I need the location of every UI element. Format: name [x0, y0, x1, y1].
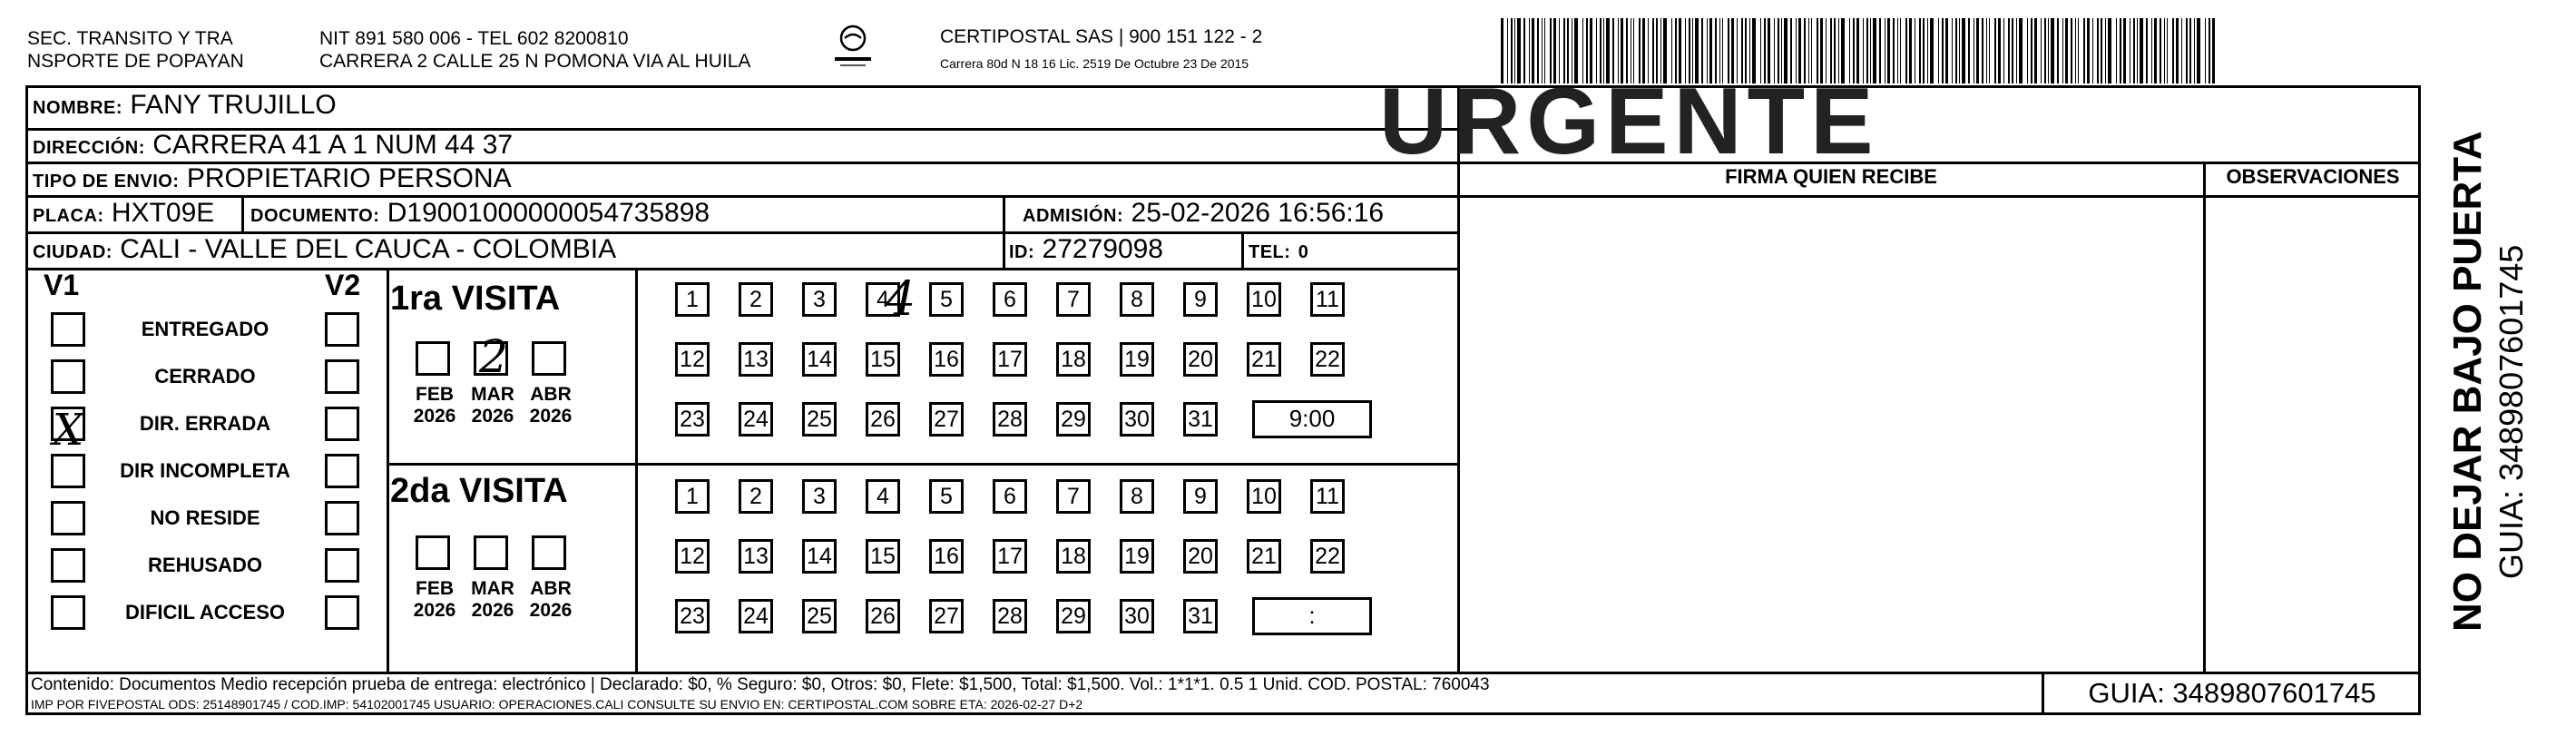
v2-checkbox[interactable]	[325, 312, 359, 347]
tipo-envio-value: PROPIETARIO PERSONA	[186, 163, 512, 193]
barcode-bar	[2186, 18, 2188, 83]
first-visit-month-name: FEB	[416, 384, 454, 405]
second-visit-month-year: 2026	[529, 600, 573, 621]
barcode-bar	[1887, 18, 1890, 83]
observaciones-header: OBSERVACIONES	[2226, 165, 2400, 188]
barcode-bar	[1893, 18, 1895, 83]
barcode-bar	[1897, 18, 1898, 83]
barcode-bar	[2197, 18, 2200, 83]
barcode-bar	[1900, 18, 1901, 83]
v1-checkbox[interactable]	[51, 312, 85, 347]
barcode-bar	[2097, 18, 2099, 83]
firma-header: FIRMA QUIEN RECIBE	[1725, 165, 1937, 188]
urgent-stamp: URGENTE	[1379, 69, 1879, 174]
barcode-bar	[2048, 18, 2049, 83]
first-visit-day-box[interactable]: 9	[1183, 282, 1218, 317]
second-visit-day-box[interactable]: 12	[675, 539, 710, 574]
barcode-bar	[2209, 18, 2210, 83]
second-visit-day-box[interactable]: 9	[1183, 479, 1218, 514]
barcode-bar	[1982, 18, 1983, 83]
second-visit-day-box[interactable]: 14	[802, 539, 837, 574]
barcode-bar	[2008, 18, 2010, 83]
admision-field	[1023, 198, 1384, 231]
carrier-logo-icon	[833, 24, 873, 73]
second-visit-day-box[interactable]: 18	[1056, 539, 1091, 574]
v1-checkbox[interactable]	[51, 501, 85, 535]
barcode-bar	[1959, 18, 1960, 83]
second-visit-day-box[interactable]: 25	[802, 599, 837, 633]
direccion-value: CARRERA 41 A 1 NUM 44 37	[152, 130, 514, 160]
barcode-bar	[2133, 18, 2135, 83]
first-visit-day-box[interactable]: 13	[739, 342, 773, 377]
id-value: 27279098	[1042, 234, 1163, 264]
tel-value: 0	[1298, 242, 1309, 262]
tipo-envio-field	[33, 163, 512, 197]
first-visit-day-box[interactable]: 28	[993, 402, 1027, 437]
first-visit-month-name: MAR	[471, 384, 514, 405]
barcode-bar	[1919, 18, 1921, 83]
first-visit-day-box[interactable]: 7	[1056, 282, 1091, 317]
first-visit-day-box[interactable]: 5	[929, 282, 964, 317]
v2-checkbox[interactable]	[325, 454, 359, 488]
first-visit-month-year: 2026	[471, 406, 514, 427]
second-visit-month-checkbox[interactable]	[474, 535, 508, 570]
barcode-bar	[2164, 18, 2165, 83]
status-label: NO RESIDE	[150, 506, 260, 529]
second-visit-day-box[interactable]: 28	[993, 599, 1027, 633]
status-label: DIFICIL ACCESO	[124, 601, 285, 623]
first-visit-day-box[interactable]: 16	[929, 342, 964, 377]
contenido-line: Contenido: Documentos Medio recepción prueba de entrega: electrónico | Declarado: $0, % Seguro: $0, Otros: $0, Flete: $1,500, Total: $1,500. Vol.: 1*1*1. 0.5 1 Unid. COD. POSTAL: 760043	[31, 675, 1490, 694]
barcode-bar	[2065, 18, 2068, 83]
sender-address-line: CARRERA 2 CALLE 25 N POMONA VIA AL HUILA	[319, 51, 751, 72]
barcode-bar	[2012, 18, 2013, 83]
first-visit-day-box[interactable]: 23	[675, 402, 710, 437]
second-visit-day-box[interactable]: 8	[1120, 479, 1154, 514]
barcode-bar	[2146, 18, 2148, 83]
barcode-bar	[2083, 18, 2085, 83]
guia-box: GUIA: 3489807601745	[2088, 677, 2376, 709]
second-visit-month-checkbox[interactable]	[416, 535, 450, 570]
v2-checkbox[interactable]	[325, 407, 359, 441]
second-visit-day-box[interactable]: 3	[802, 479, 837, 514]
barcode-bar	[2016, 18, 2017, 83]
first-visit-day-box[interactable]: 18	[1056, 342, 1091, 377]
barcode-bar	[1945, 18, 1948, 83]
status-label: REHUSADO	[148, 554, 262, 576]
second-visit-day-box[interactable]: 11	[1310, 479, 1345, 514]
first-visit-day-box[interactable]: 6	[993, 282, 1027, 317]
barcode-bar	[1909, 18, 1912, 83]
first-visit-month-checkbox[interactable]	[532, 341, 566, 376]
imp-line: IMP POR FIVEPOSTAL ODS: 25148901745 / COD.IMP: 54102001745 USUARIO: OPERACIONES.CALI CONSULTE SU ENVIO EN: CERTIPOSTAL.COM SOBRE ETA: 2026-02-27 D+2	[31, 697, 1083, 712]
side-guia: GUIA: 3489807601745	[2493, 244, 2530, 579]
direccion-field	[33, 130, 513, 163]
first-visit-day-box[interactable]: 10	[1247, 282, 1281, 317]
admision-label: ADMISIÓN:	[1023, 206, 1124, 226]
v1-checkbox[interactable]	[51, 454, 85, 488]
tel-label: TEL:	[1249, 242, 1291, 262]
barcode-bar	[1986, 18, 1987, 83]
barcode-bar	[2019, 18, 2023, 83]
tel-field	[1249, 234, 1308, 268]
barcode-bar	[2181, 18, 2182, 83]
second-visit-day-box[interactable]: 1	[675, 479, 710, 514]
barcode-bar	[1955, 18, 1957, 83]
second-visit-day-box[interactable]: 22	[1310, 539, 1345, 574]
barcode-bar	[2027, 18, 2028, 83]
barcode-bar	[1879, 18, 1881, 83]
first-visit-title: 1ra VISITA	[390, 280, 561, 318]
first-visit-day-box[interactable]: 30	[1120, 402, 1154, 437]
barcode-bar	[1976, 18, 1979, 83]
barcode-bar	[2172, 18, 2174, 83]
barcode-bar	[1905, 18, 1907, 83]
barcode-bar	[1927, 18, 1928, 83]
barcode-bar	[2078, 18, 2079, 83]
first-month-handwritten-mark: 2	[479, 330, 508, 383]
barcode-bar	[2087, 18, 2090, 83]
nombre-field	[33, 90, 337, 123]
second-visit-month-name: ABR	[530, 578, 572, 599]
barcode-bar	[1942, 18, 1944, 83]
barcode-bar	[2120, 18, 2121, 83]
v1-handwritten-mark: X	[53, 405, 84, 456]
v1-checkbox[interactable]	[51, 595, 85, 630]
second-visit-day-box[interactable]: 27	[929, 599, 964, 633]
second-visit-day-box[interactable]: 23	[675, 599, 710, 633]
second-visit-day-box[interactable]: 2	[739, 479, 773, 514]
second-visit-day-box[interactable]: 6	[993, 479, 1027, 514]
barcode-bar	[2003, 18, 2004, 83]
second-visit-time-box[interactable]: :	[1252, 597, 1372, 635]
barcode-bar	[2137, 18, 2138, 83]
first-visit-day-box[interactable]: 15	[866, 342, 900, 377]
v2-checkbox[interactable]	[325, 359, 359, 394]
second-visit-day-box[interactable]: 29	[1056, 599, 1091, 633]
second-visit-month-year: 2026	[413, 600, 456, 621]
first-visit-day-box[interactable]: 12	[675, 342, 710, 377]
second-visit-day-box[interactable]: 5	[929, 479, 964, 514]
second-visit-month-checkbox[interactable]	[532, 535, 566, 570]
second-visit-day-box[interactable]: 16	[929, 539, 964, 574]
barcode-bar	[1994, 18, 1996, 83]
no-dejar-warning: NO DEJAR BAJO PUERTA	[2445, 131, 2490, 632]
v2-checkbox[interactable]	[325, 595, 359, 630]
first-visit-day-box[interactable]: 14	[802, 342, 837, 377]
tipo-envio-label: TIPO DE ENVIO:	[33, 172, 180, 191]
first-visit-day-box[interactable]: 31	[1183, 402, 1218, 437]
first-visit-day-box[interactable]: 3	[802, 282, 837, 317]
signature-area[interactable]	[1460, 198, 2202, 670]
barcode-bar	[2031, 18, 2032, 83]
first-visit-day-box[interactable]: 20	[1183, 342, 1218, 377]
v1-label: V1	[44, 269, 80, 301]
barcode-bar	[2151, 18, 2152, 83]
barcode-bar	[2075, 18, 2076, 83]
first-visit-day-box[interactable]: 17	[993, 342, 1027, 377]
first-visit-day-box[interactable]: 27	[929, 402, 964, 437]
second-visit-day-box[interactable]: 7	[1056, 479, 1091, 514]
ciudad-field	[33, 234, 616, 268]
first-visit-month-checkbox[interactable]	[416, 341, 450, 376]
second-visit-month-name: FEB	[416, 578, 454, 599]
status-label: CERRADO	[154, 365, 256, 388]
barcode-bar	[1968, 18, 1970, 83]
barcode-bar	[1998, 18, 2001, 83]
nombre-value: FANY TRUJILLO	[130, 90, 337, 120]
barcode-bar	[2212, 18, 2215, 83]
ciudad-label: CIUDAD:	[33, 242, 113, 262]
carrier-line: CERTIPOSTAL SAS | 900 151 122 - 2	[940, 26, 1263, 47]
barcode-bar	[1989, 18, 1990, 83]
barcode-bar	[2108, 18, 2111, 83]
documento-label: DOCUMENTO:	[250, 206, 380, 226]
status-label: DIR INCOMPLETA	[120, 459, 290, 482]
second-visit-day-box[interactable]: 30	[1120, 599, 1154, 633]
barcode-bar	[2160, 18, 2161, 83]
nit-line: NIT 891 580 006 - TEL 602 8200810	[319, 28, 629, 49]
first-visit-day-box[interactable]: 21	[1247, 342, 1281, 377]
second-visit-day-box[interactable]: 26	[866, 599, 900, 633]
first-visit-day-box[interactable]: 1	[675, 282, 710, 317]
first-visit-day-box[interactable]: 29	[1056, 402, 1091, 437]
second-visit-month-year: 2026	[471, 600, 514, 621]
admision-value: 25-02-2026 16:56:16	[1131, 198, 1385, 228]
first-visit-day-box[interactable]: 25	[802, 402, 837, 437]
second-visit-title: 2da VISITA	[390, 472, 568, 510]
barcode-bar	[2123, 18, 2126, 83]
documento-field	[250, 198, 710, 231]
v1-checkbox[interactable]	[51, 359, 85, 394]
second-visit-day-box[interactable]: 15	[866, 539, 900, 574]
first-visit-day-box[interactable]: 22	[1310, 342, 1345, 377]
first-visit-day-box[interactable]: 2	[739, 282, 773, 317]
barcode-bar	[2062, 18, 2063, 83]
id-label: ID:	[1009, 242, 1035, 262]
barcode-bar	[1923, 18, 1925, 83]
placa-value: HXT09E	[111, 198, 215, 228]
barcode-bar	[2092, 18, 2093, 83]
first-visit-day-box[interactable]: 11	[1310, 282, 1345, 317]
barcode-bar	[2041, 18, 2042, 83]
direccion-label: DIRECCIÓN:	[33, 138, 145, 158]
first-day-handwritten-mark: 4	[886, 272, 916, 327]
second-visit-day-box[interactable]: 21	[1247, 539, 1281, 574]
barcode-bar	[2057, 18, 2059, 83]
second-visit-day-box[interactable]: 20	[1183, 539, 1218, 574]
barcode-bar	[2189, 18, 2191, 83]
placa-label: PLACA:	[33, 206, 104, 226]
second-visit-day-box[interactable]: 19	[1120, 539, 1154, 574]
barcode-bar	[2176, 18, 2179, 83]
ciudad-value: CALI - VALLE DEL CAUCA - COLOMBIA	[120, 234, 617, 264]
v2-label: V2	[325, 269, 361, 301]
barcode-bar	[2044, 18, 2046, 83]
first-visit-day-box[interactable]: 24	[739, 402, 773, 437]
first-visit-time-box[interactable]: 9:00	[1252, 400, 1372, 438]
first-visit-day-box[interactable]: 26	[866, 402, 900, 437]
status-label: ENTREGADO	[141, 318, 269, 340]
first-visit-month-year: 2026	[529, 406, 573, 427]
first-visit-month-year: 2026	[413, 406, 456, 427]
barcode-bar	[1938, 18, 1939, 83]
second-visit-day-box[interactable]: 10	[1247, 479, 1281, 514]
first-visit-month-name: ABR	[530, 384, 572, 405]
v2-checkbox[interactable]	[325, 501, 359, 535]
sender-line-1: SEC. TRANSITO Y TRA	[27, 28, 233, 49]
barcode-bar	[2154, 18, 2157, 83]
observations-area[interactable]	[2206, 198, 2420, 670]
nombre-label: NOMBRE:	[33, 98, 123, 118]
status-label: DIR. ERRADA	[139, 412, 271, 435]
license-line: Carrera 80d N 18 16 Lic. 2519 De Octubre 23 De 2015	[940, 56, 1249, 71]
barcode-bar	[2034, 18, 2037, 83]
v1-checkbox[interactable]	[51, 548, 85, 583]
barcode-bar	[2205, 18, 2206, 83]
barcode-bar	[2194, 18, 2195, 83]
v2-checkbox[interactable]	[325, 548, 359, 583]
barcode-bar	[1962, 18, 1965, 83]
barcode-bar	[2051, 18, 2054, 83]
sender-line-2: NSPORTE DE POPAYAN	[27, 51, 244, 72]
barcode-bar	[2101, 18, 2102, 83]
placa-field	[33, 198, 214, 231]
barcode-bar	[2167, 18, 2168, 83]
barcode-bar	[2140, 18, 2143, 83]
first-visit-day-box[interactable]: 19	[1120, 342, 1154, 377]
barcode-bar	[2071, 18, 2072, 83]
barcode-bar	[2105, 18, 2106, 83]
barcode-bar	[2116, 18, 2117, 83]
first-visit-day-box[interactable]: 4	[866, 282, 900, 317]
documento-value: D19001000000054735898	[387, 198, 710, 228]
second-visit-month-name: MAR	[471, 578, 514, 599]
barcode-bar	[1952, 18, 1953, 83]
second-visit-day-box[interactable]: 13	[739, 539, 773, 574]
first-visit-day-box[interactable]: 8	[1120, 282, 1154, 317]
second-visit-day-box[interactable]: 17	[993, 539, 1027, 574]
second-visit-day-box[interactable]: 24	[739, 599, 773, 633]
barcode-bar	[1930, 18, 1934, 83]
second-visit-day-box[interactable]: 31	[1183, 599, 1218, 633]
id-field	[1009, 234, 1163, 268]
second-visit-day-box[interactable]: 4	[866, 479, 900, 514]
